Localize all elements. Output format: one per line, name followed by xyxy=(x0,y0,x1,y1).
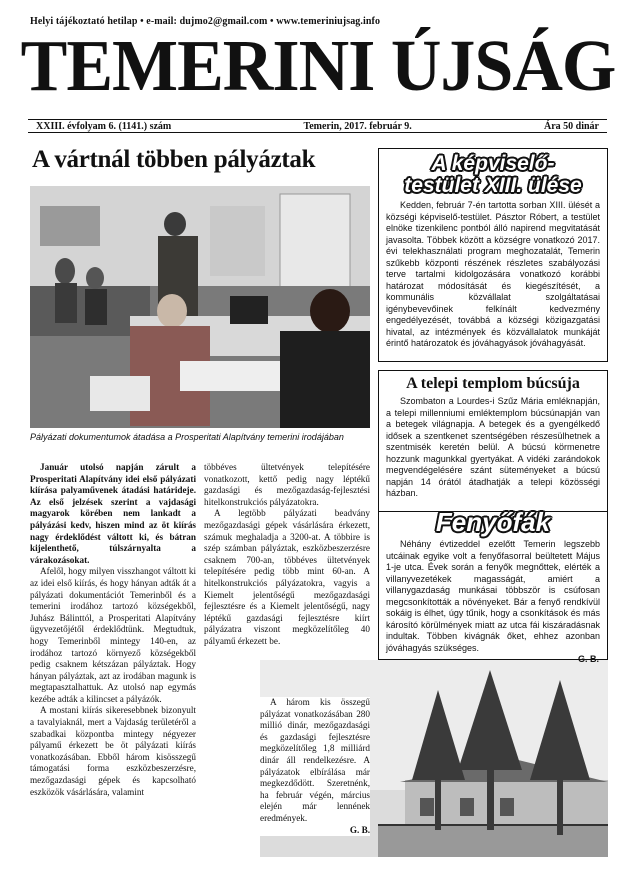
masthead-title: TEMERINI ÚJSÁG xyxy=(20,26,616,107)
office-photo xyxy=(30,186,370,428)
pine-trees-signature: G. B. xyxy=(577,654,599,664)
article-paragraph: A három kis összegű pályázat vonatkozásában 280 millió dinár, mezőgazdasági és gazdasági fejlesztésre megközelítőleg 1,8 milliárd dinár áll rendelkezésre. A pályázatok elbírálása már megkezdődött. Szeretnénk, ha február végén, március elején már lennének eredmények. xyxy=(260,697,370,823)
article-column-1 xyxy=(30,462,196,798)
photo-caption: Pályázati dokumentumok átadása a Prosperitati Alapítvány temerini irodájában xyxy=(30,432,344,442)
article-paragraph: A mostani kiírás sikeresebbnek bizonyult a tavalyiaknál, mert a Vajdaság területéről a szabadkai központba mintegy négyezer pályamű érkezett be öt pályázati kiírás vonatkozásában. Ebből három kisösszegű támogatási forma eszközbeszerzésre, mezőgazdasági gépek és kapcsolható eszközök vásárlására, valamint xyxy=(30,705,196,797)
council-session-title-line: A képviselő- xyxy=(431,152,555,175)
church-feast-body: Szombaton a Lourdes-i Szűz Mária emléknapján, a telepi millenniumi emléktemplom búcsúnapján van a betegek világnapja. A betegek és a gyengélkedő idősek a szentkenet szentségében részesülhetnek a szentmisék keretén belül. A búcsú körmenetre hozzunk magunkkal gyertyákat. A vidéki zarándokok megvendégelésére szánt süteményeket a búcsú napján 14 órától átadhatják a telepi közösségi házban. xyxy=(386,396,600,498)
article-signature: G. B. xyxy=(349,824,370,835)
pine-trees-title: Fenyőfák xyxy=(435,507,551,537)
council-session-body: Kedden, február 7-én tartotta sorban XIII. ülését a községi képviselő-testület. Pásztor Róbert, a testület elnöke tizenkilenc pontból álló napirend megvitatását javasolta. Többek között a községre vonatkozó 2017. évi telekhasználati program meghozatalát, Temerin szűkebb központi részének részletes szabályozási terve tartalmi kidolgozására vonatkozó korábbi határozat módosítását és kiegészítését, a kommunális közvállalat szolgáltatásai igénybevevőinek felkínált kedvezmény engedélyezését, továbbá a községi közigazgatási hivatal, az intézmények és közvállalatok munkáját érintő határozatok és jóváhagyások jóváhagyását. xyxy=(386,200,600,348)
article-paragraph: Afelől, hogy milyen visszhangot váltott ki az idei első kiírás, és hogy hányan adták át a pályázati dokumentációt Temerinből és a temerini irodához tartozó községekből, Juhász Bálinttól, a Prosperitati Alapítvány ügyvezetőjétől érdeklődtünk. Megtudtuk, hogy Temerinből mintegy 140-en, az irodához tartozó környező községekből pedig csaknem kétszázan pályáztak. Hogy hányan pályáztak, azt az irodában magunk is megtapasztalhattuk. Az utolsó nap egymás kezébe adták a kilincset a pályázók. xyxy=(30,566,196,704)
issue-price: Ára 50 dinár xyxy=(544,120,599,132)
church-feast-box xyxy=(378,370,608,516)
council-session-title-line: testület XIII. ülése xyxy=(404,174,582,197)
issue-volume: XXIII. évfolyam 6. (1141.) szám xyxy=(36,120,172,132)
issue-bar xyxy=(28,119,607,133)
pine-trees-body: Néhány évtizeddel ezelőtt Temerin legszebb utcáinak egyike volt a fenyőfasorral beültetett Május 1-je utca. Évek során a fenyők megnőttek, elérték a villanyvezetékek magasságát, amiért a villanygazdaság munkásai többször is csúfosan megcsonkították a növényeket. Bár a fenyő rendkívül sokáig is élhet, úgy tűnik, hogy a csonkítások és más károsító körülmények miatt az utca fái kiszáradásnak indultak. Többen kivágnák őket, ehhez azonban jóváhagyás szükséges. xyxy=(386,539,600,653)
main-headline: A vártnál többen pályáztak xyxy=(32,146,316,173)
article-column-2-continued xyxy=(260,697,370,836)
article-paragraph: A legtöbb pályázati beadvány mezőgazdasági gépek vásárlására érkezett, számuk meghaladja a 3200-at. A többire is szép számban pályáztak, eszközbeszerzésre csaknem 700-an, többéves ültetvények telepítésére pedig több mint 60-an. A hitelkonstrukciós pályázatokra, vagyis a Kiemelt jelentőségű mezőgazdasági fejlesztésre és a Kiemelt jelentőségű, nagy léptékű gazdasági fejlesztésre kiírt pályázatra viszont megközelítőleg 40 pályamű érkezett be. xyxy=(204,508,370,646)
council-session-box xyxy=(378,148,608,362)
article-lead: Január utolsó napján zárult a Prosperitati Alapítvány idei első pályázati kiírása palyaművenek átadási határideje. Az első jelzések szerint a vajdasági magyarok körében nem lankadt a pályázási kedv, hiszen mind az öt kiírás nagy érdeklődést váltott ki, és bátran kijelenthető, túlszárnyalta a várakozásokat. xyxy=(30,462,196,565)
pine-trees-box xyxy=(378,507,608,664)
article-column-2 xyxy=(204,462,370,648)
article-paragraph: többéves ültetvények telepítésére vonatkozott, kettő pedig nagy léptékű gazdasági és mezőgazdaság-fejlesztési hitelkonstrukciós pályázatokra. xyxy=(204,462,370,507)
issue-place-date: Temerin, 2017. február 9. xyxy=(303,120,412,132)
council-session-title xyxy=(379,153,607,197)
tagline: Helyi tájékoztató hetilap • e-mail: dujmo2@gmail.com • www.temeriniujsag.info xyxy=(30,16,381,27)
church-feast-title: A telepi templom búcsúja xyxy=(406,375,580,392)
